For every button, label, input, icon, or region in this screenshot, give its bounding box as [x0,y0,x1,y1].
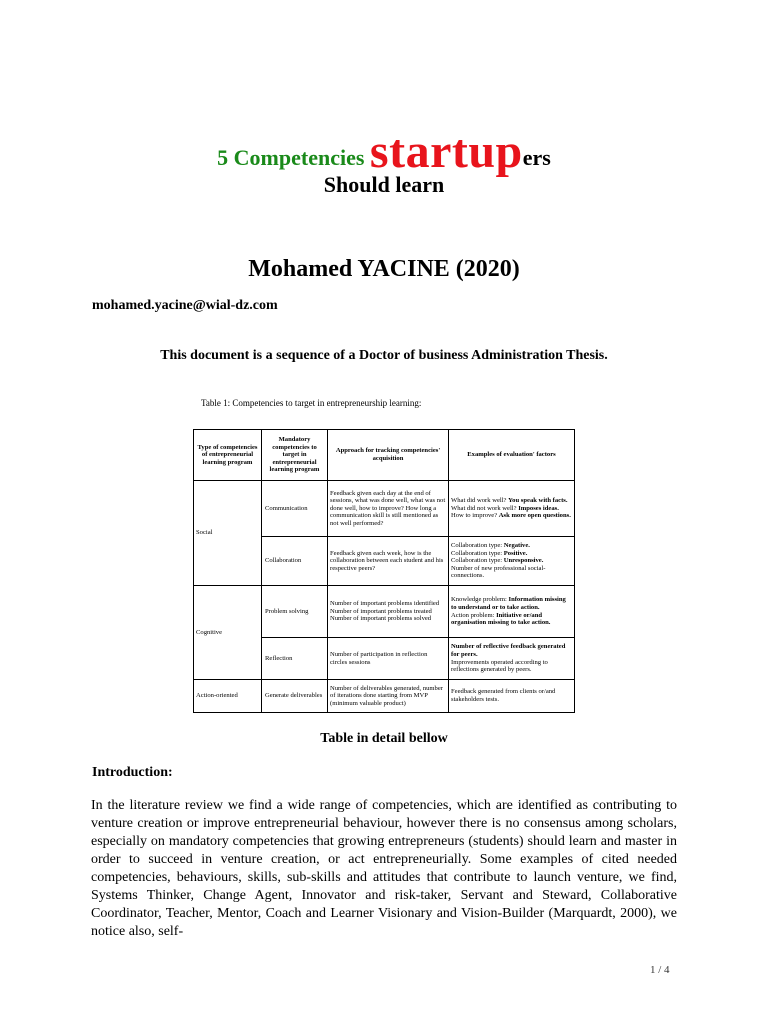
table-footnote: Table in detail bellow [320,731,448,746]
document-title [0,125,768,178]
header-type: Type of competencies of entrepreneurial learning program [194,430,262,481]
author-name: Mohamed YACINE (2020) [248,256,520,282]
evaluation-cell: What did work well? You speak with facts. What did not work well? Imposes ideas. How to improve? Ask more open questions. [449,481,575,537]
thesis-note: This document is a sequence of a Doctor of business Administration Thesis. [160,348,608,363]
competency-cell: Collaboration [262,537,328,586]
document-subtitle: Should learn [323,172,445,197]
category-cognitive: Cognitive [194,586,262,680]
title-part-3: ers [522,145,551,170]
table-row [194,680,575,713]
title-part-2: startup [369,125,523,178]
author-email: mohamed.yacine@wial-dz.com [92,298,278,313]
evaluation-cell: Feedback generated from clients or/and stakeholders tests. [449,680,575,713]
approach-cell: Feedback given each week, how is the collaboration between each student and his respective peers? [328,537,449,586]
approach-cell: Number of participation in reflection circles sessions [328,638,449,680]
table-caption: Table 1: Competencies to target in entrepreneurship learning: [201,398,422,408]
approach-cell: Number of important problems identified Number of important problems treated Number of important problems solved [328,586,449,638]
header-approach: Approach for tracking competencies' acquisition [328,430,449,481]
page-number: 1 / 4 [650,964,670,976]
category-social: Social [194,481,262,586]
approach-cell: Feedback given each day at the end of sessions, what was done well, what was not done well, how to improve? How long a communication skill is still mentioned as not well performed? [328,481,449,537]
competency-cell: Reflection [262,638,328,680]
competency-cell: Generate deliverables [262,680,328,713]
evaluation-cell: Collaboration type: Negative. Collaboration type: Positive. Collaboration type: Unresponsive. Number of new professional social-connections. [449,537,575,586]
evaluation-cell: Knowledge problem: Information missing to understand or to take action. Action problem: Initiative or/and organisation missing to take action. [449,586,575,638]
header-evaluation: Examples of evaluation' factors [449,430,575,481]
title-part-1: 5 Competencies [217,145,370,170]
competency-cell: Communication [262,481,328,537]
section-heading: Introduction: [92,765,173,780]
table-row [194,481,575,537]
table-header-row [194,430,575,481]
header-mandatory: Mandatory competencies to target in entrepreneurial learning program [262,430,328,481]
competencies-table [193,429,575,713]
evaluation-cell: Number of reflective feedback generated for peers. Improvements operated according to reflections generated by peers. [449,638,575,680]
approach-cell: Number of deliverables generated, number of iterations done starting from MVP (minimum valuable product) [328,680,449,713]
intro-paragraph: In the literature review we find a wide range of competencies, which are identified as contributing to venture creation or improve entrepreneurial behaviour, however there is no consensus among scholars, especially on mandatory competencies that growing entrepreneurs (students) should learn and master in order to succeed in venture creation, or act entrepreneurially. Some examples of cited needed competencies, behaviours, skills, sub-skills and attitudes that contribute to launch venture, we find, Systems Thinker, Change Agent, Innovator and risk-taker, Servant and Steward, Collaborative Coordinator, Teacher, Mentor, Coach and Learner Visionary and Vision-Builder (Marquardt, 2000), we notice also, self- [91,798,677,939]
category-action-oriented: Action-oriented [194,680,262,713]
competency-cell: Problem solving [262,586,328,638]
table-row [194,586,575,638]
